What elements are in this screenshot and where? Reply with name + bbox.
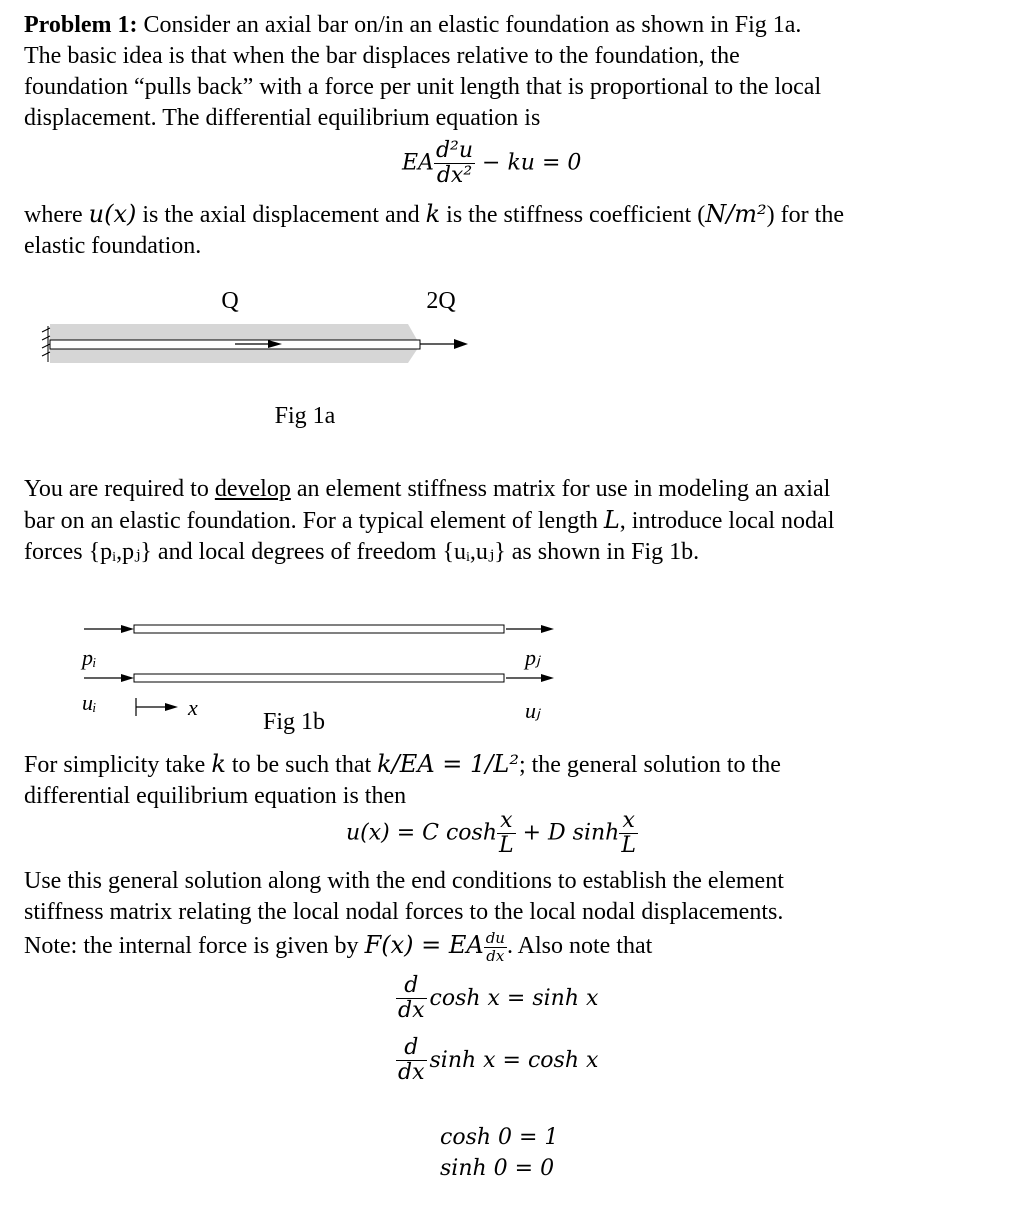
fig-1b	[70, 615, 590, 740]
intro-paragraph	[24, 10, 994, 134]
fig-1a-caption: Fig 1a	[274, 403, 336, 429]
requirement-paragraph: You are required to develop an element stiffness matrix for use in modeling an axial bar on an elastic foundation. For a typical element of length L, introduce local nodal forces {pᵢ,pⱼ} and local degrees of freedom {uᵢ,uⱼ} as shown in Fig 1b.	[24, 476, 835, 565]
equilibrium-equation: EA $\frac{\text{d²u}}{\text{dx²}}$ − ku = 0	[402, 138, 582, 188]
x-axis-label: x	[188, 695, 198, 720]
identity-derivative-cosh: $\frac{d}{dx}$ cosh x = sinh x	[398, 973, 599, 1023]
uj-label: uⱼ	[525, 698, 540, 723]
general-solution-equation: u(x) = C cosh $\frac{x}{L}$ + D sinh $\frac{x}{L}$	[346, 808, 636, 858]
intro-line-2: The basic idea is that when the bar displaces relative to the foundation, the	[24, 43, 740, 69]
use-paragraph: Use this general solution along with the end conditions to establish the element stiffness matrix relating the local nodal forces to the local nodal displacements. Note: the internal force is given by F(x) = EA $\frac{du}{dx}$ . Also note that	[24, 868, 784, 965]
intro-line-3: foundation “pulls back” with a force per unit length that is proportional to the local	[24, 74, 822, 100]
identity-cosh-zero: cosh 0 = 1	[440, 1125, 559, 1150]
identity-sinh-zero: sinh 0 = 0	[440, 1156, 555, 1181]
element-bar-forces	[134, 625, 504, 633]
fig-1a	[30, 280, 490, 430]
problem-label: Problem 1:	[24, 12, 138, 38]
intro-line-1: Consider an axial bar on/in an elastic foundation as shown in Fig 1a.	[137, 12, 802, 38]
ui-label: uᵢ	[82, 690, 97, 715]
identity-derivative-sinh: $\frac{d}{dx}$ sinh x = cosh x	[398, 1035, 599, 1085]
pi-label: pᵢ	[82, 645, 97, 670]
fig-1b-caption: Fig 1b	[262, 709, 326, 735]
load-2q-label: 2Q	[426, 288, 456, 314]
intro-line-4: displacement. The differential equilibrium equation is	[24, 105, 541, 131]
simplicity-paragraph: For simplicity take k to be such that k/EA = 1/L²; the general solution to the differential equilibrium equation is then	[24, 750, 781, 809]
pj-label: pⱼ	[525, 645, 540, 670]
element-bar-displacements	[134, 674, 504, 682]
load-q-label: Q	[221, 288, 239, 314]
where-paragraph: where u(x) is the axial displacement and k is the stiffness coefficient (N/m²) for the elastic foundation.	[24, 200, 844, 259]
